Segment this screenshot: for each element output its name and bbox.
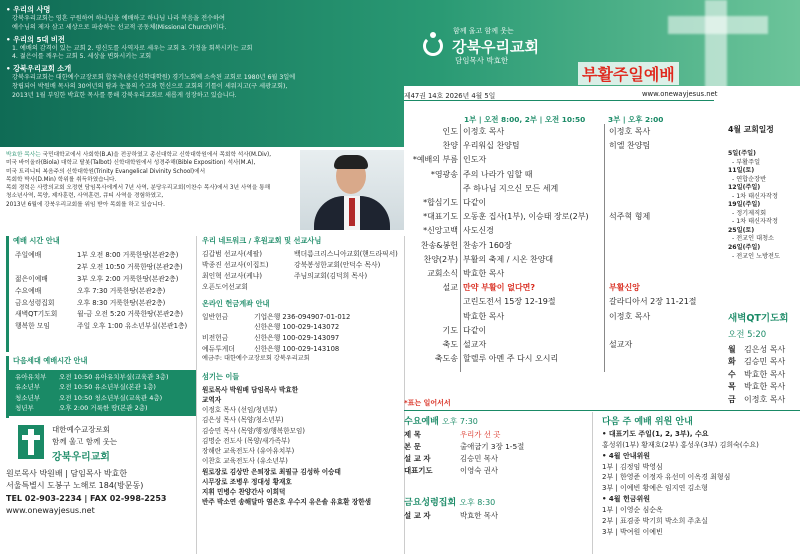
bio-line-rest: 국민대학교에서 사회학(B.A)을 전공하였고 총신대학교 신학대학원에서 목회학 석사(M.Div), bbox=[40, 152, 272, 158]
next-gen-row bbox=[9, 403, 196, 413]
calendar-item: 11일(토) bbox=[728, 167, 755, 175]
network-left: 오픈도어선교회 bbox=[202, 282, 248, 291]
next-week-line: 3부 | 박여원 이예빈 bbox=[602, 527, 663, 536]
bio-lines bbox=[6, 159, 304, 209]
order-label: *신앙고백 bbox=[423, 226, 458, 236]
staff-line: 이찬호 교육전도사 (유소년부) bbox=[202, 457, 288, 466]
order-col-1: 이정호 목사 bbox=[463, 127, 505, 136]
calendar-item: - 1차 태신자작정 bbox=[732, 218, 778, 226]
intro-title: • 강북우리교회 소개 bbox=[6, 64, 72, 74]
network-row bbox=[202, 282, 404, 293]
order-col-1: 할렐루 아멘 주 다시 오시리 bbox=[463, 354, 559, 364]
next-week-line: 2부 | 표겸종 박기희 박소희 주초실 bbox=[602, 516, 708, 525]
vision-line: 4. 젊은이를 깨우는 교회 5. 세상을 변화시키는 교회 bbox=[12, 53, 152, 61]
next-week-line: 2부 | 한영준 이정자 유선미 이옥경 최형심 bbox=[602, 473, 731, 482]
worship-time-row bbox=[9, 321, 196, 333]
offering-account: 기업은행 236-094907-01-012 bbox=[254, 312, 351, 321]
pastor-bio bbox=[0, 149, 310, 229]
dept-time: 오후 2:00 거룩한 땅(본관 2층) bbox=[59, 404, 148, 413]
bio-line: 2013년 6월에 강북우리교회를 위임 받아 목회를 하고 있습니다. bbox=[6, 201, 165, 208]
qt-row bbox=[728, 394, 785, 406]
cross-decoration bbox=[668, 16, 768, 34]
order-col-1: 다같이 bbox=[463, 198, 487, 207]
order-label: 설교 bbox=[442, 283, 458, 293]
staff-line: 김은성 목사 (목양/청소년부) bbox=[202, 416, 284, 425]
bio-line: 박효한 목사는 국민대학교에서 사회학(B.A)을 전공하였고 총신대학교 신학대학원에서 목회학 석사(M.Div), bbox=[6, 152, 272, 158]
order-row bbox=[404, 211, 724, 223]
order-label: 찬양 bbox=[442, 141, 458, 151]
friday-value: 박효한 목사 bbox=[460, 510, 499, 520]
network-row bbox=[202, 271, 404, 282]
staff-line: 교역자 bbox=[202, 396, 222, 405]
order-header-1: 1부 | 오전 8:00, 2부 | 오전 10:50 bbox=[464, 115, 586, 124]
staff-line: 장해란 교육전도사 (유아유치부) bbox=[202, 447, 295, 456]
wednesday-row bbox=[404, 453, 596, 465]
qt-day: 화 bbox=[728, 357, 736, 367]
offering-row bbox=[202, 344, 404, 355]
next-week-line: 홍성위(1부) 황재호(2부) 홍성우(3부) 김희숙(수요) bbox=[602, 440, 759, 449]
card-church-name: 강북우리교회 bbox=[52, 452, 110, 463]
order-col-2: 이정호 목사 bbox=[609, 311, 651, 321]
worship-time-row bbox=[9, 274, 196, 286]
staff-line: 김승민 목사 (목양/행정/행복한모임) bbox=[202, 426, 305, 435]
order-row bbox=[404, 169, 724, 181]
wednesday-key: 본 문 bbox=[404, 441, 421, 451]
account-holder: 예금주: 대한예수교장로회 강북우리교회 bbox=[202, 355, 310, 362]
intro-line: 창립되어 박원배 목사의 30여년의 땀과 눈물의 수고와 헌신으로 교회의 기틀이 세워지고(구 세광교회), bbox=[12, 82, 288, 90]
worship-name: 주일예배 bbox=[15, 251, 42, 259]
wednesday-key: 설 교 자 bbox=[404, 453, 431, 463]
dept-time: 오전 10:50 유소년부실(본관 1층) bbox=[59, 383, 156, 392]
church-calendar bbox=[724, 114, 800, 358]
calendar-title: 4월 교회일정 bbox=[728, 125, 774, 134]
wednesday-value: 출애굽기 3장 1-5절 bbox=[460, 441, 525, 451]
calendar-item: - 연합순장반 bbox=[732, 175, 767, 183]
bio-line: 목회 경력은 사랑의교회 오정현 담임목사에게서 7년 사역, 분당우리교회(이찬수 목사)에서 3년 사역을 통해 bbox=[6, 185, 271, 192]
next-gen-times bbox=[6, 356, 196, 418]
order-col-2: 갈라디아서 2장 11-21절 bbox=[609, 297, 697, 307]
order-row bbox=[404, 268, 724, 280]
calendar-item: 26일(주일) bbox=[728, 244, 761, 252]
worship-time: 2부 오전 10:50 거룩한땅(본관2층) bbox=[77, 262, 183, 271]
order-col-1: 부활의 축제 / 시온 찬양대 bbox=[463, 254, 554, 264]
order-row bbox=[404, 183, 724, 195]
qt-day: 목 bbox=[728, 382, 736, 392]
worship-order bbox=[404, 114, 724, 372]
bio-line: 목회학 박사(D.Min) 학위를 취득하였습니다. bbox=[6, 176, 117, 183]
next-week-line: 3부 | 이예빈 황예은 임지연 김소형 bbox=[602, 484, 708, 493]
calendar-item: - 전교인 노방전도 bbox=[732, 252, 781, 260]
calendar-item: 5일(주일) bbox=[728, 150, 756, 157]
calendar-item: 25일(토) bbox=[728, 226, 755, 234]
order-row bbox=[404, 126, 724, 138]
order-col-1: 주 하나님 지으신 모든 세계 bbox=[463, 183, 559, 193]
dept-name: 청년부 bbox=[15, 404, 34, 413]
qt-name: 박효한 목사 bbox=[744, 382, 786, 392]
midweek-services bbox=[404, 414, 596, 554]
church-card bbox=[6, 420, 196, 550]
card-line: www.onewayjesus.net bbox=[6, 506, 95, 516]
staff-line: 김명순 전도사 (목양/새가족부) bbox=[202, 436, 290, 445]
qt-schedule bbox=[728, 344, 785, 406]
qt-row bbox=[728, 344, 785, 356]
staff-line: 원로장로 김상만 은퇴장로 최필규 김성하 이승태 bbox=[202, 467, 341, 476]
qt-name: 김승민 목사 bbox=[744, 357, 786, 367]
network-left: 최인혁 선교사(케냐) bbox=[202, 271, 262, 280]
order-col-2: 설교자 bbox=[609, 340, 633, 349]
order-col-1: 박효한 목사 bbox=[463, 311, 505, 321]
dept-name: 유아유치부 bbox=[15, 373, 47, 381]
bio-line: 미국 트리니티 복음주의 신학대학원(Trinity Evangelical Divinity School)에서 bbox=[6, 168, 206, 175]
wednesday-row bbox=[404, 441, 596, 453]
wednesday-value: 김승민 목사 bbox=[460, 453, 499, 463]
intro-line: 강북우리교회는 대한예수교장로회 합동측(총신신학대학원) 경기노회에 소속된 교회로 1980년 6월 3일에 bbox=[12, 74, 296, 82]
worship-time-row bbox=[9, 250, 196, 262]
card-line: TEL 02-903-2234 | FAX 02-998-2253 bbox=[6, 493, 167, 503]
calendar-item: - 부활주일 bbox=[732, 158, 761, 166]
worship-name: 금요성령집회 bbox=[15, 298, 55, 307]
next-week-line: • 4월 헌금위원 bbox=[602, 495, 651, 504]
qt-time: 오전 5:20 bbox=[728, 330, 767, 340]
order-row bbox=[404, 140, 724, 152]
next-gen-title: 다음세대 예배시간 안내 bbox=[13, 356, 88, 365]
order-row bbox=[404, 325, 724, 337]
order-row bbox=[404, 154, 724, 166]
worship-time: 3부 오후 2:00 거룩한땅(본관2층) bbox=[77, 274, 179, 283]
network-right: 주님의교회(김덕희 목사) bbox=[294, 271, 368, 280]
bio-line: 미국 바이올라(Biola) 대학교 탈봇(Talbot) 신학대학원에서 성경주해(Bible Exposition) 석사(M.A), bbox=[6, 160, 256, 167]
next-gen-row bbox=[9, 393, 196, 403]
denomination: 대한예수교장로회 bbox=[52, 425, 110, 434]
order-row bbox=[404, 197, 724, 209]
church-logo-icon bbox=[423, 36, 443, 56]
offering-type: 예듀투게더 bbox=[202, 345, 235, 354]
worship-times-title: 예배 시간 안내 bbox=[13, 236, 60, 245]
order-label: 교회소식 bbox=[427, 269, 458, 278]
divider bbox=[404, 100, 714, 101]
order-col-2: 석주혁 형제 bbox=[609, 212, 651, 222]
order-row bbox=[404, 296, 724, 308]
order-header-2: 3부 | 오후 2:00 bbox=[608, 115, 664, 124]
order-row bbox=[404, 240, 724, 252]
bio-line: 청소년사역, 목양, 제자훈련, 사역훈련, 큐티 사역을 경험하였고, bbox=[6, 193, 164, 200]
next-gen-row bbox=[9, 382, 196, 392]
worship-times bbox=[6, 236, 196, 352]
qt-name: 박효한 목사 bbox=[744, 369, 786, 379]
offering-account: 신한은행 100-029-143072 bbox=[254, 323, 340, 332]
divider bbox=[592, 412, 593, 554]
order-row bbox=[404, 339, 724, 351]
order-row bbox=[404, 353, 724, 365]
divider bbox=[404, 410, 800, 411]
order-row bbox=[404, 282, 724, 294]
next-week-volunteers bbox=[596, 414, 800, 554]
worship-name: 수요예배 bbox=[15, 286, 42, 295]
order-label: 찬양(2부) bbox=[423, 254, 458, 264]
qt-row bbox=[728, 356, 785, 368]
order-col-2: 부활신앙 bbox=[609, 283, 640, 293]
qt-day: 수 bbox=[728, 369, 736, 379]
offering-title: 온라인 헌금계좌 안내 bbox=[202, 298, 270, 308]
worship-time-row bbox=[9, 298, 196, 310]
next-week-line: • 4월 안내위원 bbox=[602, 451, 651, 460]
network-title: 우리 네트워크 / 후원교회 및 선교사님 bbox=[202, 236, 322, 245]
vision-title: • 우리의 5대 비전 bbox=[6, 34, 65, 44]
order-col-1: 박효한 목사 bbox=[463, 269, 505, 278]
order-label: 축도송 bbox=[434, 354, 458, 364]
network-right: 백더름크리스니아교회(핸드라픽서) bbox=[294, 250, 398, 258]
order-col-1: 만약 부활이 없다면? bbox=[463, 283, 536, 293]
staff-line: 반주 박소연 송해달마 염은호 우수지 유은솔 유효환 장한샘 bbox=[202, 498, 371, 507]
pastor-name: 담임목사 박효한 bbox=[455, 56, 509, 65]
offering-row bbox=[202, 312, 404, 323]
next-week-title: 다음 주 예배 위원 안내 bbox=[602, 417, 693, 427]
wednesday-key: 제 목 bbox=[404, 430, 421, 439]
qt-day: 금 bbox=[728, 394, 736, 404]
card-slogan: 함께 울고 함께 웃는 bbox=[52, 437, 118, 446]
worship-time-row bbox=[9, 309, 196, 321]
wednesday-key: 대표기도 bbox=[404, 465, 433, 475]
friday-title: 금요성령집회 오후 8:30 bbox=[404, 497, 496, 508]
wednesday-title: 수요예배 오후 7:30 bbox=[404, 417, 478, 427]
order-col-1: 설교자 bbox=[463, 340, 487, 349]
mission-panel bbox=[0, 0, 404, 147]
order-col-2: 히엘 찬양팀 bbox=[609, 141, 651, 151]
dept-time: 오전 10:50 유아유치부실(교육관 3층) bbox=[59, 373, 169, 381]
staff-line: 원로목사 박원배 담임목사 박효한 bbox=[202, 385, 299, 394]
staff-title: 섬기는 이들 bbox=[202, 371, 240, 381]
order-label: 인도 bbox=[442, 127, 458, 136]
network-left: 김갑범 선교사(세팔) bbox=[202, 250, 262, 258]
calendar-item: - 전교인 대청소 bbox=[732, 235, 775, 243]
order-col-1: 인도자 bbox=[463, 155, 487, 165]
mission-title: • 우리의 사명 bbox=[6, 5, 51, 14]
order-row bbox=[404, 254, 724, 266]
calendar-item: - 정기제직회 bbox=[732, 209, 767, 217]
order-col-1: 주의 나라가 임할 때 bbox=[463, 169, 533, 179]
next-week-line: 1부 | 김정임 박영심 bbox=[602, 462, 663, 471]
qt-name: 이정호 목사 bbox=[744, 394, 786, 404]
qt-title: 새벽QT기도회 bbox=[728, 313, 789, 324]
worship-name: 젊은이예배 bbox=[15, 274, 48, 283]
worship-name: 새벽QT기도회 bbox=[15, 310, 58, 319]
issue-info: 제47권 14호 2026년 4월 5일 bbox=[404, 92, 496, 100]
offering-type: 일반헌금 bbox=[202, 312, 229, 321]
network-row bbox=[202, 260, 404, 271]
dept-time: 오전 10:50 청소년부실(교육관 4층) bbox=[59, 393, 163, 402]
offering-row bbox=[202, 322, 404, 333]
worship-time: 월-금 오전 5:20 거룩한땅(본관2층) bbox=[77, 310, 184, 319]
worship-time: 주일 오후 1:00 유소년부실(본관1층) bbox=[77, 322, 188, 331]
order-label: *예배의 부름 bbox=[412, 155, 458, 165]
dept-name: 청소년부 bbox=[15, 393, 41, 402]
worship-time-row bbox=[9, 286, 196, 298]
card-line: 원로목사 박원배 | 담임목사 박효한 bbox=[6, 469, 128, 478]
order-col-1: 고린도전서 15장 12-19절 bbox=[463, 297, 556, 307]
wednesday-value: 이영숙 권사 bbox=[460, 465, 499, 475]
intro-line: 2013년 1월 부임한 박효한 목사를 통해 강북우리교회로 새롭게 성장하고 있습니다. bbox=[12, 91, 237, 99]
worship-name: 행복한 모임 bbox=[15, 322, 50, 331]
friday-row bbox=[404, 510, 596, 522]
network-left: 박종진 선교사(이집트) bbox=[202, 260, 269, 269]
calendar-item: 19일(주일) bbox=[728, 201, 761, 209]
next-week-line: • 대표기도 주일(1, 2, 3부), 수요 bbox=[602, 430, 709, 438]
qt-day: 월 bbox=[728, 345, 736, 354]
pastor-photo bbox=[300, 150, 404, 230]
friday-key: 설 교 자 bbox=[404, 510, 431, 520]
staff-line: 이정호 목사 (선임/청년부) bbox=[202, 406, 278, 415]
church-logo-dot-icon bbox=[430, 32, 436, 38]
order-label: 기도 bbox=[442, 325, 458, 335]
middle-column bbox=[196, 236, 404, 554]
offering-account: 신한은행 100-029-143097 bbox=[254, 334, 340, 343]
standing-footnote: *표는 일어서서 bbox=[404, 399, 451, 407]
next-gen-row bbox=[9, 372, 196, 382]
wednesday-row bbox=[404, 465, 596, 477]
order-col-1: 오동훈 집사(1부), 이승태 장로(2부) bbox=[463, 212, 589, 222]
offering-type: 비전헌금 bbox=[202, 334, 229, 343]
worship-time: 오후 7:30 거룩한땅(본관2층) bbox=[77, 286, 166, 295]
slogan: 함께 울고 함께 웃는 bbox=[453, 27, 514, 35]
network-row bbox=[202, 249, 404, 260]
card-line: 서울특별시 도봉구 노해로 184(방문동) bbox=[6, 481, 144, 491]
order-label: 찬송&봉헌 bbox=[420, 240, 458, 250]
order-row bbox=[404, 225, 724, 237]
order-label: *영광송 bbox=[430, 169, 458, 179]
qt-row bbox=[728, 369, 785, 381]
qt-name: 김은성 목사 bbox=[744, 345, 786, 354]
worship-time: 오후 8:30 거룩한땅(본관2층) bbox=[77, 298, 166, 307]
order-label: 축도 bbox=[442, 340, 458, 349]
cross-logo-icon bbox=[18, 425, 44, 459]
qt-row bbox=[728, 381, 785, 393]
mission-line: 예수님의 제자 삼고 세상으로 파송하는 선교적 공동체(Missional Church)이다. bbox=[12, 23, 227, 31]
order-col-1: 우리워십 찬양팀 bbox=[463, 141, 520, 151]
order-col-2: 이정호 목사 bbox=[609, 127, 651, 136]
order-row bbox=[404, 311, 724, 323]
worship-time: 1부 오전 8:00 거룩한땅(본관2층) bbox=[77, 251, 179, 259]
network-right: 강북봉성한교회(안덕수 목사) bbox=[294, 260, 381, 269]
order-col-1: 찬송가 160장 bbox=[463, 240, 512, 250]
worship-time-row bbox=[9, 262, 196, 274]
vision-line: 1. 예배의 감격이 있는 교회 2. 평신도를 사역자로 세우는 교회 3. 가정을 회복시키는 교회 bbox=[12, 44, 253, 52]
dept-name: 유소년부 bbox=[15, 383, 41, 392]
order-col-1: 다같이 bbox=[463, 325, 487, 335]
sermon-title: 부활주일예배 bbox=[578, 62, 679, 85]
next-week-line: 1부 | 이영순 심순옥 bbox=[602, 505, 663, 514]
order-label: *합심기도 bbox=[423, 198, 458, 207]
wednesday-row bbox=[404, 429, 596, 441]
website-url[interactable]: www.onewayjesus.net bbox=[642, 90, 718, 98]
calendar-item: - 1차 태신자작정 bbox=[732, 192, 778, 200]
staff-line: 시무장로 조병우 정대성 황재호 bbox=[202, 477, 292, 486]
staff-line: 지휘 민병수 찬양간사 이희덕 bbox=[202, 487, 286, 496]
offering-row bbox=[202, 333, 404, 344]
calendar-item: 12일(주일) bbox=[728, 184, 761, 192]
order-label: *대표기도 bbox=[423, 212, 458, 222]
offering-account: 신한은행 100-029-143108 bbox=[254, 345, 340, 354]
order-col-1: 사도신경 bbox=[463, 226, 494, 236]
mission-line: 강북우리교회는 영혼 구원하여 하나님을 예배하고 하나님 나라 복음을 전수하여 bbox=[12, 15, 225, 22]
wednesday-value: 우리가 선 곳 bbox=[460, 430, 501, 439]
church-name: 강북우리교회 bbox=[452, 38, 539, 56]
